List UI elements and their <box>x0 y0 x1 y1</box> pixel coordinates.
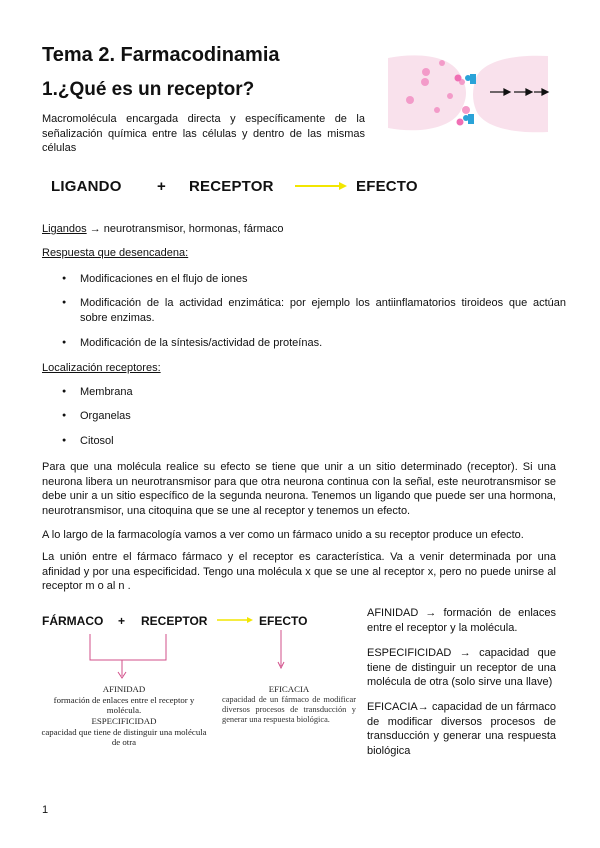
vesicle <box>447 93 453 99</box>
vesicle <box>406 96 414 104</box>
page-number: 1 <box>42 804 49 816</box>
pink-brace-arrow-icon <box>88 630 168 682</box>
ligando-label: LIGANDO <box>51 178 122 195</box>
paragraph: A lo largo de la farmacología vamos a ver como un fármaco unido a su receptor produce un efecto. <box>42 529 524 541</box>
yellow-arrow-icon <box>295 179 347 193</box>
section-heading: 1.¿Qué es un receptor? <box>42 79 255 100</box>
vesicle <box>439 60 445 66</box>
especificidad-text: capacidad que tiene de distinguir una molécula de otra <box>41 727 207 748</box>
definition-especificidad: ESPECIFICIDAD → capacidad que tiene de distinguir un receptor de una molécula de otra (solo sirve una llave) <box>367 647 556 689</box>
afinidad-text: formación de enlaces entre el receptor y molécula. <box>53 695 195 716</box>
receptor-bottom <box>463 114 474 124</box>
definition-eficacia: EFICACIA→ capacidad de un fármaco de modificar diversos procesos de transducción y generar una respuesta biológica <box>367 701 556 757</box>
list-item: ● Modificación de la síntesis/actividad de proteínas. <box>58 336 566 351</box>
vesicle <box>434 107 440 113</box>
neurotransmitter <box>455 75 462 82</box>
eficacia-title: EFICACIA <box>268 684 310 694</box>
postsynaptic-terminal <box>473 56 548 133</box>
localizacion-heading: Localización receptores: <box>42 362 161 374</box>
list-item: ● Citosol <box>58 434 114 449</box>
farmaco-label: FÁRMACO <box>42 614 104 628</box>
plus-sign: + <box>157 178 166 195</box>
synapse-illustration <box>380 48 550 136</box>
eficacia-text: capacidad de un fármaco de modificar diversos procesos de transducción y generar una respuesta biológica. <box>222 695 356 724</box>
page-title: Tema 2. Farmacodinamia <box>42 44 280 66</box>
plus-sign: + <box>118 614 126 628</box>
paragraph: Para que una molécula realice su efecto se tiene que unir a un sitio determinado (receptor). Si una neurona libera un neurotransmisor para que otra neurona continua con la señal, este neurotransmisor se debe unir a un sitio específico de la segunda neurona. Tenemos un ligando que puede ser una hormona, neurotransmisor, una citoquina que se une al receptor y tenemos un efecto. <box>42 461 556 517</box>
efecto-label: EFECTO <box>356 178 418 195</box>
definition-afinidad: AFINIDAD → formación de enlaces entre el receptor y la molécula. <box>367 607 556 634</box>
ligandos-line <box>42 222 284 237</box>
especificidad-title: ESPECIFICIDAD <box>91 716 157 726</box>
ligandos-label: Ligandos <box>42 223 87 235</box>
list-item: ● Membrana <box>58 385 133 400</box>
receptor-label: RECEPTOR <box>141 614 208 628</box>
pink-arrow-icon <box>276 630 286 670</box>
ligandos-text: → neurotransmisor, hormonas, fármaco <box>89 223 284 235</box>
efecto-label: EFECTO <box>259 614 308 628</box>
presynaptic-terminal <box>388 55 466 130</box>
respuesta-heading: Respuesta que desencadena: <box>42 247 189 259</box>
list-item: ● Modificación de la actividad enzimática: por ejemplo los antiinflamatorios tiroideos que actúan sobre enzimas. <box>58 296 566 325</box>
list-item: ● Modificaciones en el flujo de iones <box>58 272 566 287</box>
vesicle <box>462 106 470 114</box>
receptor-top <box>465 74 476 84</box>
neurotransmitter <box>457 119 464 126</box>
paragraph: La unión entre el fármaco fármaco y el receptor es característica. Va a venir determinada por una afinidad y por una especificidad. Tengo una molécula x que se une al receptor x, pero no puede unirse al receptor m o al n . <box>42 551 556 593</box>
afinidad-title: AFINIDAD <box>102 684 146 694</box>
receptor-label: RECEPTOR <box>189 178 274 195</box>
receptor-definition: Macromolécula encargada directa y específicamente de la señalización química entre las células y dentro de las mismas células <box>42 113 365 155</box>
list-item: ● Organelas <box>58 409 131 424</box>
vesicle <box>421 78 429 86</box>
vesicle <box>422 68 430 76</box>
yellow-arrow-icon <box>217 615 253 625</box>
